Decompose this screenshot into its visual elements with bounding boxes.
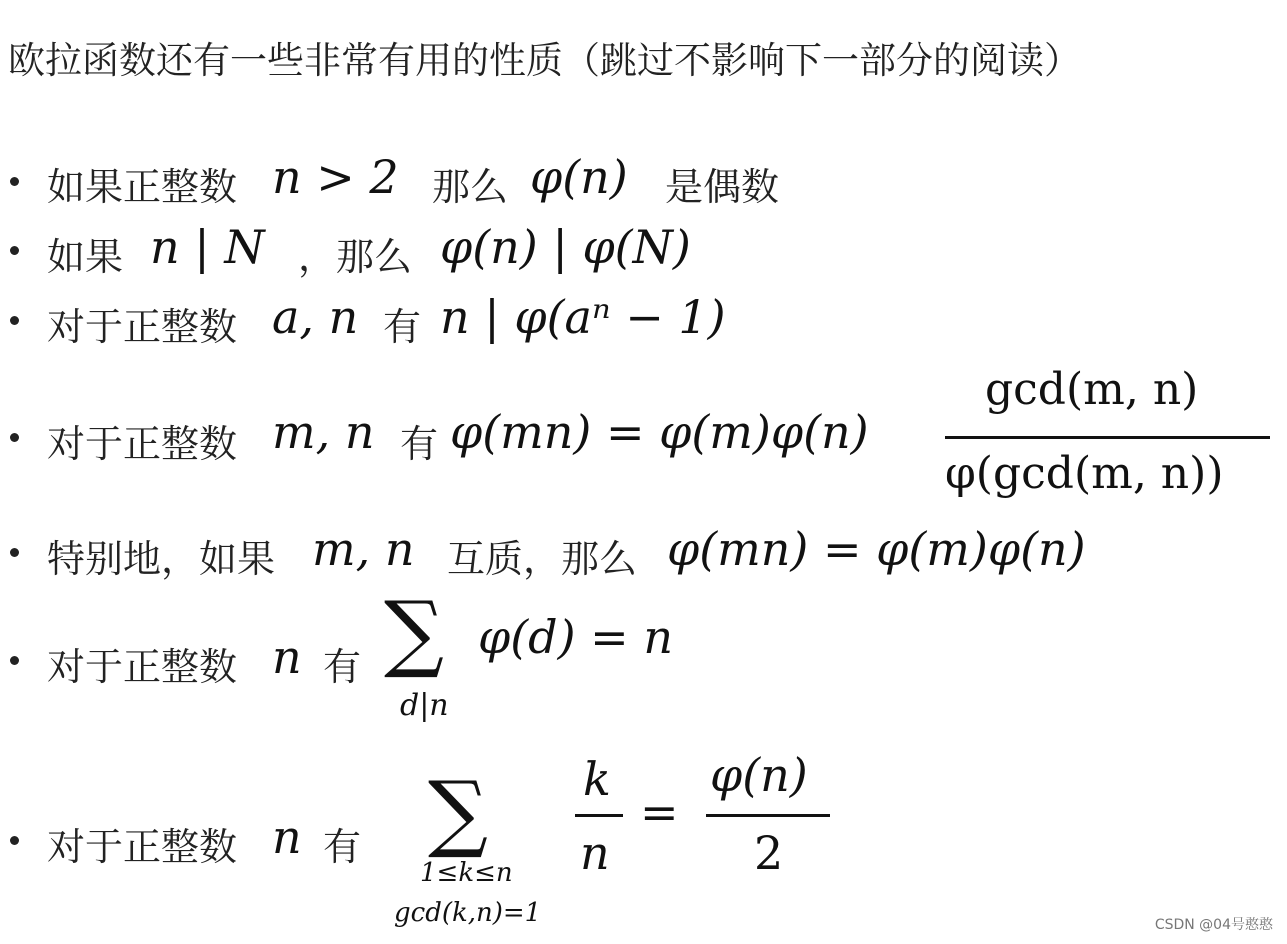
fraction-numerator: gcd(m, n) [985, 364, 1199, 415]
bullet [10, 433, 19, 442]
summation-symbol: ∑ [384, 583, 444, 681]
fraction-bar [575, 814, 623, 817]
text: 有 [400, 422, 439, 466]
text: 如果 [47, 235, 124, 279]
summation-subscript: 1≤k≤n [420, 858, 513, 888]
math: φ(mn) = φ(m)φ(n) [450, 405, 869, 459]
text: ，那么 [298, 235, 413, 279]
text: 对于正整数 [47, 645, 238, 689]
math: n | N [150, 220, 265, 274]
text: 有 [323, 825, 362, 869]
summation-subscript: gcd(k,n)=1 [394, 898, 542, 928]
fraction-numerator: φ(n) [710, 748, 808, 802]
equals-sign: = [640, 785, 679, 839]
fraction-denominator: φ(gcd(m, n)) [945, 448, 1224, 499]
bullet [10, 836, 19, 845]
math: n > 2 [272, 150, 399, 204]
bullet [10, 656, 19, 665]
math: φ(mn) = φ(m)φ(n) [667, 522, 1086, 576]
fraction-denominator: n [580, 826, 610, 880]
text: 有 [323, 645, 362, 689]
text: 对于正整数 [47, 422, 238, 466]
text: 特别地，如果 [47, 537, 276, 581]
fraction-bar [945, 436, 1270, 439]
math: φ(n) [530, 150, 628, 204]
bullet [10, 548, 19, 557]
bullet [10, 177, 19, 186]
math: m, n [312, 522, 415, 576]
math: n [272, 630, 302, 684]
text: 有 [383, 305, 422, 349]
page-heading: 欧拉函数还有一些非常有用的性质（跳过不影响下一部分的阅读） [8, 39, 1081, 82]
bullet [10, 316, 19, 325]
text: 对于正整数 [47, 825, 238, 869]
text: 是偶数 [665, 165, 780, 209]
math: n | φ(aⁿ − 1) [440, 290, 726, 344]
summation-subscript: d|n [400, 688, 449, 723]
fraction-bar [706, 814, 830, 817]
fraction-numerator: k [583, 752, 611, 806]
text: 对于正整数 [47, 305, 238, 349]
text: 那么 [432, 165, 509, 209]
math: φ(d) = n [478, 610, 673, 664]
math: n [272, 810, 302, 864]
math: m, n [272, 405, 375, 459]
text: 互质，那么 [447, 537, 638, 581]
summation-symbol: ∑ [428, 763, 488, 861]
fraction-denominator: 2 [754, 826, 784, 880]
math: a, n [272, 290, 359, 344]
bullet [10, 246, 19, 255]
watermark: CSDN @04号憨憨 [1154, 917, 1273, 933]
text: 如果正整数 [47, 165, 238, 209]
math: φ(n) | φ(N) [440, 220, 691, 274]
